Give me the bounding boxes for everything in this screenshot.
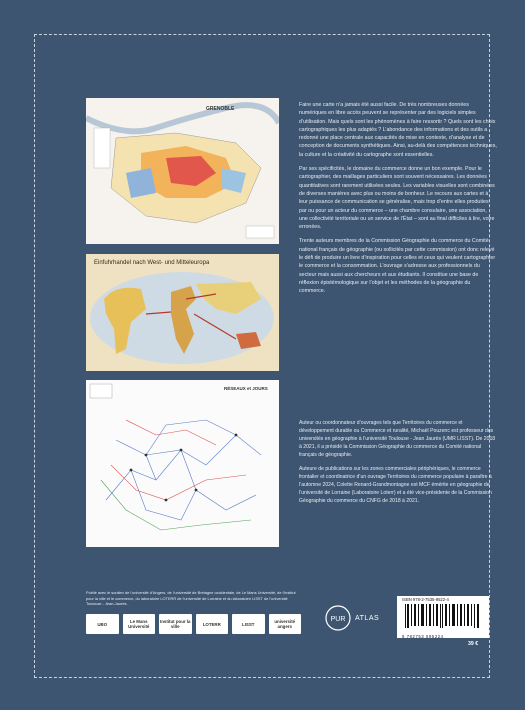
price: 39 € [468,641,479,647]
bio-pouzenc: Auteur ou coordonnateur d’ouvrages tels que Territoires du commerce et développement durable ou Commerce et ruralité, Michaël Pouzenc est professeur des universités en géographie à l’université Toulouse - Jean Jaurès (UMR LISST). De 2018 à 2021, il a présidé la Commission Géographie du commerce du Comité national français de géographie. [299,420,496,458]
map-world-title: Einfuhrhandel nach West- und Mitteleuropa [94,260,210,266]
map-network-graphic [86,380,279,547]
support-note: Publié avec le soutien de l’université d’Angers, de l’université de Bretagne occidentale, de Le Mans Université, de l’institut pour la ville et le commerce, du laboratoire LOTERR de l’université de Lorraine et du laboratoire LISST de l’université Toulouse - Jean-Jaurès. [86,590,296,607]
logo-lisst: LISST [232,614,265,634]
partner-logos [86,614,301,634]
author-bios [299,419,497,511]
paragraph-2: Par ses spécificités, le domaine du commerce donne un bon exemple. Pour le cartographier, des maillages particuliers sont souvent nécessaires. Les données quantitatives sont rarement utilisées seules. Les variables visuelles sont combinées de diverses manières avec plus ou moins de bonheur. Le recours aux cartes et à leur puissance de communication se généralise, mais trop d’entre elles produites par ou pour un acteur du commerce – une chambre consulaire, une association, une collectivité territoriale ou un service de l’État – sont au final difficiles à lire, voire erronées. [299,166,495,231]
pur-label: PUR [330,616,346,623]
map-network [86,380,279,547]
map-world-graphic [86,254,279,371]
publisher-logo [324,600,380,636]
paragraph-1: Faire une carte n’a jamais été aussi facile. De très nombreuses données numériques en libre accès peuvent se représenter par des logiciels simples d’utilisation. Mais quels sont les phénomènes à faire ressortir ? Quels sont les choix cartographiques les plus adaptés ? L’abondance des informations et des outils a redonné une place centrale aux capacités de mise en contexte, d’analyse et de conception de documents synthétiques. Ainsi, au-delà des compétences techniques, la culture et la créativité du cartographe sont essentielles. [299,102,497,158]
logo-angers: université angers [269,614,302,634]
barcode-graphic [397,596,489,638]
paragraph-3: Trente auteurs membres de la Commission Géographie du commerce du Comité national français de géographie (ou sollicités par cette commission) ont donc relevé le défi de produire un livre d’inspiration pour celles et ceux qui veulent cartographier le commerce et la consommation. L’ouvrage s’adresse aux professionnels du secteur mais aussi aux chercheurs et aux étudiants. Il constitue une base de réflexion épistémologique sur l’objet et les méthodes de la géographie du commerce. [299,238,496,295]
map-world [86,254,279,371]
logo-institut: Institut pour la ville [159,614,192,634]
pur-icon [324,604,352,632]
map-grenoble-graphic [86,98,279,244]
atlas-label: ATLAS [355,614,380,622]
logo-ubo: UBO [86,614,119,634]
bio-renard: Auteure de publications sur les zones commerciales périphériques, le commerce frontalier et coordinatrice d’un ouvrage Territoires du commerce populaire à paraître à l’automne 2024, Colette Renard-Grandmontagne est MCF émérite en géographie de l’université de Lorraine (Laboratoire Loterr) et a été vice-présidente de la Commission Géographie du commerce du CNFG de 2018 à 2021. [299,466,492,504]
map-network-title: RÉSEAUX et JOURS [224,386,268,391]
logo-loterr: LOTERR [196,614,229,634]
isbn-text: ISBN 978-2-7535-9522-4 [402,597,449,602]
map-grenoble-title: GRENOBLE [206,106,235,112]
back-cover-text [299,101,497,302]
map-grenoble [86,98,279,244]
ean-number: 9 782753 595224 [402,634,444,639]
barcode [397,596,489,638]
logo-le-mans: Le Mans Université [123,614,156,634]
